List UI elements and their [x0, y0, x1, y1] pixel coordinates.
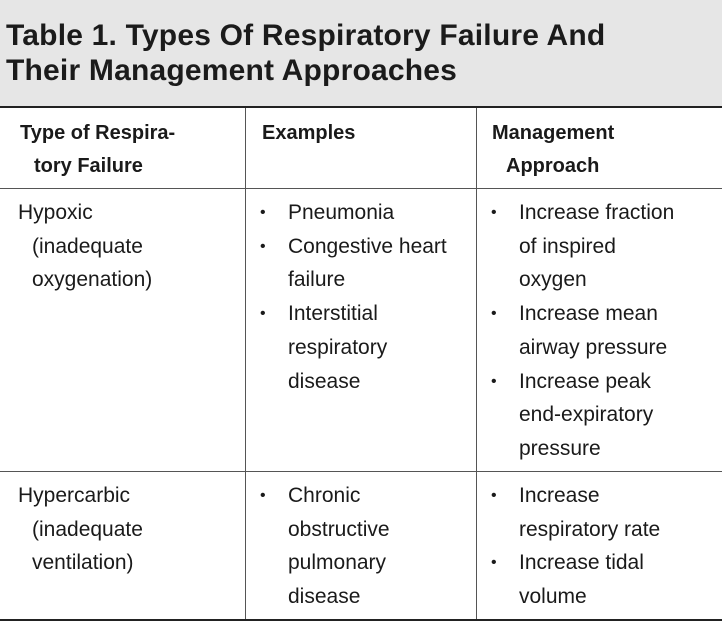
row-2-examples	[258, 479, 468, 614]
column-divider-2	[476, 108, 477, 620]
table-bottom-rule	[0, 619, 722, 621]
list-item: • Interstitial respiratory disease	[258, 297, 398, 398]
column-divider-1	[245, 108, 246, 620]
row-1-type-line-2: (inadequate	[32, 234, 143, 258]
list-item: • Increase tidal volume	[489, 546, 669, 613]
header-row-divider	[0, 188, 722, 189]
header-examples: Examples	[262, 122, 356, 144]
list-item: • Increase mean airway pressure	[489, 297, 704, 364]
header-type-line-2: tory Failure	[34, 155, 143, 177]
row-2-management	[489, 479, 704, 614]
table-title-band	[0, 0, 722, 108]
row-1-type-line-3: oxygenation)	[32, 268, 153, 292]
table-title	[6, 18, 605, 88]
row-2-type-line-1: Hypercarbic	[18, 484, 131, 507]
row-2-type-line-2: (inadequate	[32, 517, 143, 541]
header-management-line-2: Approach	[506, 155, 600, 177]
header-type	[20, 117, 175, 183]
row-2-type	[18, 479, 238, 580]
list-item: • Chronic obstructive pulmonary disease	[258, 479, 460, 614]
table-title-line-1: Table 1. Types Of Respiratory Failure And	[6, 19, 606, 52]
header-management-line-1: Management	[492, 122, 615, 144]
header-management	[492, 117, 614, 183]
list-item: • Increase fraction of inspired oxygen	[489, 196, 689, 297]
row-1-examples	[258, 196, 468, 398]
row-1-type	[18, 196, 238, 297]
list-item: • Increase respiratory rate	[489, 479, 704, 546]
list-item: • Pneumonia	[258, 196, 468, 230]
header-type-line-1: Type of Respira-	[20, 122, 176, 144]
table-title-line-2: Their Management Approaches	[6, 54, 458, 87]
row-2-type-line-3: ventilation)	[32, 551, 134, 575]
list-item: • Increase peak end-expiratory pressure	[489, 365, 679, 466]
list-item: • Congestive heart failure	[258, 230, 468, 297]
row-divider	[0, 471, 722, 472]
row-1-management	[489, 196, 704, 466]
row-1-type-line-1: Hypoxic	[18, 201, 93, 224]
